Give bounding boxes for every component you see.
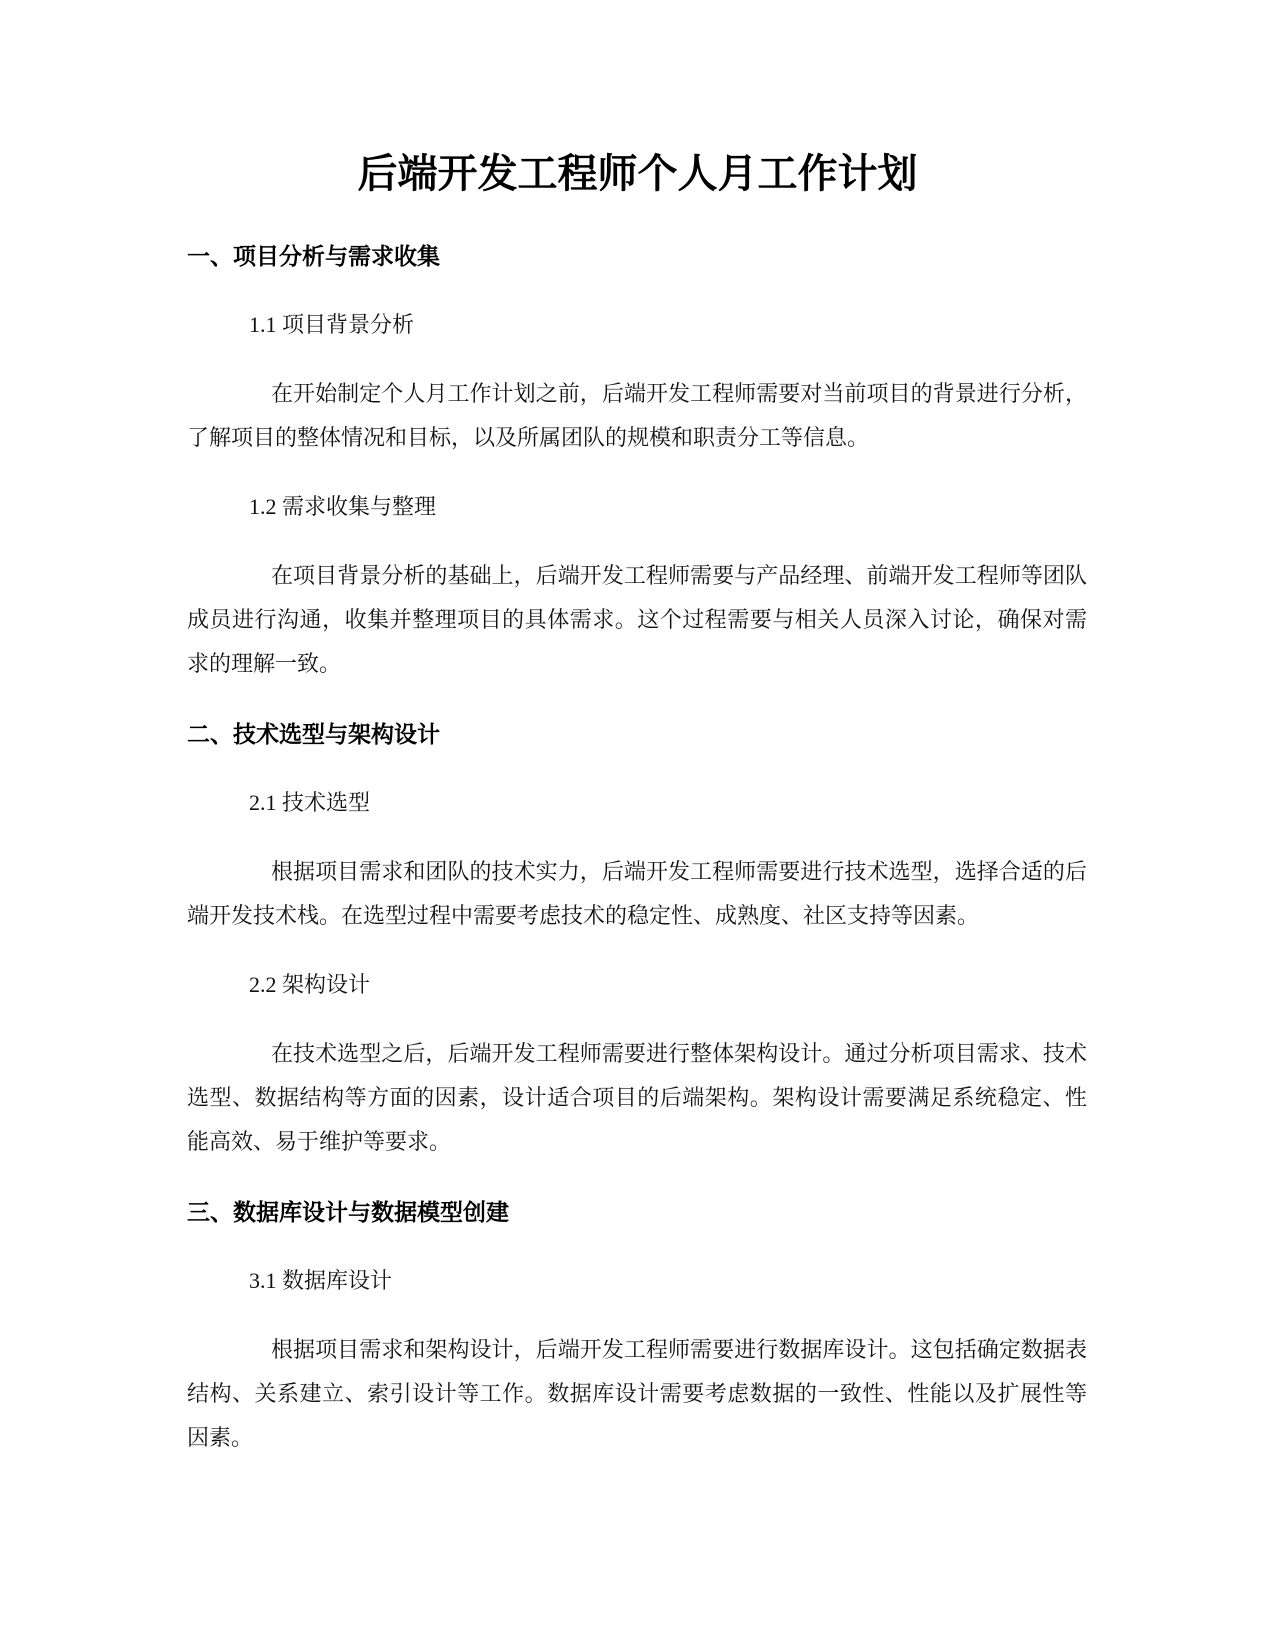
paragraph-2-1: 根据项目需求和团队的技术实力，后端开发工程师需要进行技术选型，选择合适的后端开发技术栈。在选型过程中需要考虑技术的稳定性、成熟度、社区支持等因素。 — [187, 859, 1087, 928]
section-heading-2: 二、技术选型与架构设计 — [187, 722, 440, 748]
document-title: 后端开发工程师个人月工作计划 — [357, 151, 918, 197]
subsection-heading-2-1: 2.1 技术选型 — [249, 790, 371, 815]
paragraph-2-2: 在技术选型之后，后端开发工程师需要进行整体架构设计。通过分析项目需求、技术选型、数据结构等方面的因素，设计适合项目的后端架构。架构设计需要满足系统稳定、性能高效、易于维护等要求。 — [187, 1041, 1087, 1154]
subsection-heading-2-2: 2.2 架构设计 — [249, 972, 371, 997]
section-heading-1: 一、项目分析与需求收集 — [187, 244, 440, 270]
paragraph-1-2: 在项目背景分析的基础上，后端开发工程师需要与产品经理、前端开发工程师等团队成员进行沟通，收集并整理项目的具体需求。这个过程需要与相关人员深入讨论，确保对需求的理解一致。 — [187, 563, 1087, 676]
paragraph-3-1: 根据项目需求和架构设计，后端开发工程师需要进行数据库设计。这包括确定数据表结构、关系建立、索引设计等工作。数据库设计需要考虑数据的一致性、性能以及扩展性等因素。 — [187, 1337, 1087, 1450]
section-heading-3: 三、数据库设计与数据模型创建 — [187, 1200, 509, 1226]
document-body — [187, 240, 1087, 1460]
paragraph-1-1: 在开始制定个人月工作计划之前，后端开发工程师需要对当前项目的背景进行分析，了解项目的整体情况和目标，以及所属团队的规模和职责分工等信息。 — [187, 381, 1087, 450]
subsection-heading-1-1: 1.1 项目背景分析 — [249, 312, 415, 337]
subsection-heading-1-2: 1.2 需求收集与整理 — [249, 494, 437, 519]
subsection-heading-3-1: 3.1 数据库设计 — [249, 1268, 393, 1293]
